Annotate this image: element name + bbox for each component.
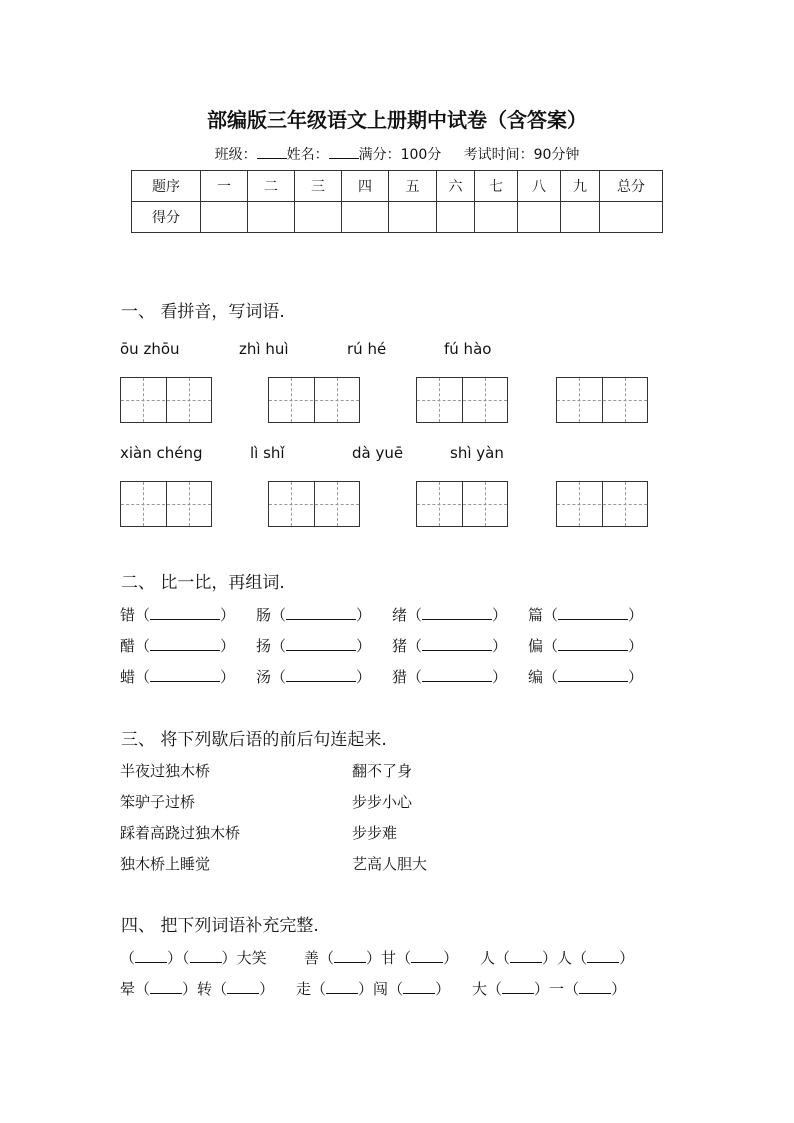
score-table bbox=[131, 170, 663, 233]
idiom-blank[interactable] bbox=[334, 949, 366, 963]
compare-item bbox=[256, 666, 371, 687]
paren: （ bbox=[407, 606, 423, 624]
idiom-blank[interactable] bbox=[326, 980, 358, 994]
pinyin-label: dà yuē bbox=[352, 444, 404, 462]
score-cell[interactable] bbox=[248, 202, 295, 233]
answer-blank[interactable] bbox=[558, 637, 628, 651]
answer-blank[interactable] bbox=[422, 668, 492, 682]
answer-blank[interactable] bbox=[422, 637, 492, 651]
paren: （ bbox=[543, 637, 559, 655]
compare-char: 篇 bbox=[528, 606, 544, 624]
score-row-label: 得分 bbox=[132, 202, 201, 233]
answer-blank[interactable] bbox=[150, 606, 220, 620]
section2-title: 二、 比一比，再组词. bbox=[121, 573, 285, 593]
paren: （ bbox=[407, 668, 423, 686]
header-cell: 三 bbox=[295, 171, 342, 202]
paren: ） bbox=[220, 637, 236, 655]
compare-char: 猎 bbox=[392, 668, 408, 686]
idiom-char: 转 bbox=[197, 980, 213, 998]
paren: ） bbox=[356, 668, 372, 686]
score-cell[interactable] bbox=[437, 202, 475, 233]
idiom-item: 人（ ）人（ ） bbox=[480, 949, 635, 967]
header-cell: 五 bbox=[389, 171, 437, 202]
paren: （ bbox=[407, 637, 423, 655]
paren: （ bbox=[135, 606, 151, 624]
answer-blank[interactable] bbox=[150, 637, 220, 651]
pinyin-label: shì yàn bbox=[450, 444, 504, 462]
answer-blank[interactable] bbox=[558, 668, 628, 682]
tianzige-box[interactable] bbox=[268, 481, 360, 527]
compare-char: 肠 bbox=[256, 606, 272, 624]
paren: ） bbox=[492, 637, 508, 655]
idiom-char: 走 bbox=[296, 980, 312, 998]
pinyin-label: lì shǐ bbox=[250, 444, 285, 462]
pinyin-label: xiàn chéng bbox=[120, 444, 203, 462]
total-score-label: 满分：100分 bbox=[358, 147, 442, 163]
score-cell[interactable] bbox=[389, 202, 437, 233]
tianzige-box[interactable] bbox=[120, 377, 212, 423]
score-table-header-row bbox=[132, 171, 663, 202]
idiom-blank[interactable] bbox=[190, 949, 222, 963]
compare-char: 醋 bbox=[120, 637, 136, 655]
header-cell: 题序 bbox=[132, 171, 201, 202]
compare-char: 扬 bbox=[256, 637, 272, 655]
section1-title: 一、 看拼音，写词语. bbox=[121, 302, 285, 322]
page-title: 部编版三年级语文上册期中试卷（含答案） bbox=[207, 108, 587, 132]
compare-item bbox=[120, 604, 235, 625]
idiom-blank[interactable] bbox=[150, 980, 182, 994]
paren: （ bbox=[135, 668, 151, 686]
section3-title: 三、 将下列歇后语的前后句连起来. bbox=[121, 730, 387, 750]
idiom-item: （ ）（ ）大笑 bbox=[120, 949, 267, 967]
answer-blank[interactable] bbox=[286, 606, 356, 620]
compare-item bbox=[256, 635, 371, 656]
compare-char: 编 bbox=[528, 668, 544, 686]
header-cell: 六 bbox=[437, 171, 475, 202]
pinyin-label: fú hào bbox=[444, 340, 492, 358]
idiom-blank[interactable] bbox=[403, 980, 435, 994]
pinyin-label: ōu zhōu bbox=[120, 340, 180, 358]
header-cell: 九 bbox=[561, 171, 600, 202]
answer-blank[interactable] bbox=[286, 668, 356, 682]
paren: ） bbox=[220, 668, 236, 686]
header-cell: 八 bbox=[518, 171, 561, 202]
xiehouyu-right[interactable]: 艺高人胆大 bbox=[352, 855, 428, 873]
compare-char: 猪 bbox=[392, 637, 408, 655]
paren: ） bbox=[628, 668, 644, 686]
xiehouyu-left[interactable]: 笨驴子过桥 bbox=[120, 793, 196, 811]
compare-item bbox=[256, 604, 371, 625]
compare-item bbox=[528, 604, 643, 625]
idiom-blank[interactable] bbox=[510, 949, 542, 963]
compare-item bbox=[528, 666, 643, 687]
idiom-char: 闯 bbox=[373, 980, 389, 998]
tianzige-box[interactable] bbox=[556, 377, 648, 423]
idiom-blank[interactable] bbox=[227, 980, 259, 994]
idiom-item: 善（ ）甘（ ） bbox=[304, 949, 459, 967]
section4-title: 四、 把下列词语补充完整. bbox=[121, 916, 319, 936]
idiom-item: 大（ ）一（ ） bbox=[472, 980, 627, 998]
compare-item bbox=[392, 604, 507, 625]
idiom-blank[interactable] bbox=[135, 949, 167, 963]
idiom-char: 大 bbox=[472, 980, 488, 998]
header-cell: 总分 bbox=[600, 171, 663, 202]
paren: （ bbox=[543, 606, 559, 624]
compare-item bbox=[392, 666, 507, 687]
compare-item bbox=[528, 635, 643, 656]
name-blank[interactable] bbox=[329, 144, 359, 159]
score-cell[interactable] bbox=[600, 202, 663, 233]
tianzige-box[interactable] bbox=[416, 481, 508, 527]
score-cell[interactable] bbox=[342, 202, 389, 233]
compare-item bbox=[392, 635, 507, 656]
tianzige-box[interactable] bbox=[416, 377, 508, 423]
answer-blank[interactable] bbox=[150, 668, 220, 682]
xiehouyu-right[interactable]: 步步难 bbox=[352, 824, 398, 842]
paren: ） bbox=[492, 606, 508, 624]
idiom-item: 晕（ ）转（ ） bbox=[120, 980, 275, 998]
paren: ） bbox=[628, 637, 644, 655]
xiehouyu-left[interactable]: 独木桥上睡觉 bbox=[120, 855, 211, 873]
paren: ） bbox=[356, 637, 372, 655]
score-cell[interactable] bbox=[561, 202, 600, 233]
xiehouyu-left[interactable]: 半夜过独木桥 bbox=[120, 762, 211, 780]
tianzige-box[interactable] bbox=[120, 481, 212, 527]
compare-char: 偏 bbox=[528, 637, 544, 655]
idiom-char: 善 bbox=[304, 949, 320, 967]
compare-char: 错 bbox=[120, 606, 136, 624]
pinyin-label: zhì huì bbox=[239, 340, 289, 358]
paren: ） bbox=[220, 606, 236, 624]
score-cell[interactable] bbox=[475, 202, 518, 233]
class-blank[interactable] bbox=[257, 144, 287, 159]
idiom-blank[interactable] bbox=[411, 949, 443, 963]
idiom-blank[interactable] bbox=[579, 980, 611, 994]
answer-blank[interactable] bbox=[422, 606, 492, 620]
idiom-char: 一 bbox=[549, 980, 565, 998]
idiom-char: 人 bbox=[480, 949, 496, 967]
paren: （ bbox=[271, 637, 287, 655]
score-table-score-row bbox=[132, 202, 663, 233]
compare-item bbox=[120, 666, 235, 687]
tianzige-box[interactable] bbox=[556, 481, 648, 527]
paren: ） bbox=[628, 606, 644, 624]
header-cell: 一 bbox=[201, 171, 248, 202]
paren: （ bbox=[135, 637, 151, 655]
compare-char: 汤 bbox=[256, 668, 272, 686]
compare-char: 绪 bbox=[392, 606, 408, 624]
class-label: 班级： bbox=[214, 147, 257, 163]
idiom-char: 人 bbox=[557, 949, 573, 967]
tianzige-box[interactable] bbox=[268, 377, 360, 423]
paren: （ bbox=[271, 668, 287, 686]
idiom-char: 晕 bbox=[120, 980, 136, 998]
score-cell[interactable] bbox=[295, 202, 342, 233]
idiom-item: 走（ ）闯（ ） bbox=[296, 980, 451, 998]
name-label: 姓名： bbox=[286, 147, 329, 163]
idiom-char: 甘 bbox=[381, 949, 397, 967]
xiehouyu-right[interactable]: 步步小心 bbox=[352, 793, 413, 811]
xiehouyu-left[interactable]: 踩着高跷过独木桥 bbox=[120, 824, 241, 842]
score-cell[interactable] bbox=[518, 202, 561, 233]
pinyin-label: rú hé bbox=[347, 340, 387, 358]
paren: （ bbox=[271, 606, 287, 624]
paren: ） bbox=[356, 606, 372, 624]
paren: ） bbox=[492, 668, 508, 686]
exam-info bbox=[0, 144, 794, 164]
idiom-blank[interactable] bbox=[587, 949, 619, 963]
xiehouyu-right[interactable]: 翻不了身 bbox=[352, 762, 413, 780]
exam-time-label: 考试时间：90分钟 bbox=[463, 147, 580, 163]
compare-char: 蜡 bbox=[120, 668, 136, 686]
header-cell: 七 bbox=[475, 171, 518, 202]
compare-item bbox=[120, 635, 235, 656]
answer-blank[interactable] bbox=[558, 606, 628, 620]
idiom-char: 大笑 bbox=[236, 949, 267, 967]
idiom-blank[interactable] bbox=[502, 980, 534, 994]
answer-blank[interactable] bbox=[286, 637, 356, 651]
header-cell: 四 bbox=[342, 171, 389, 202]
score-cell[interactable] bbox=[201, 202, 248, 233]
paren: （ bbox=[543, 668, 559, 686]
header-cell: 二 bbox=[248, 171, 295, 202]
